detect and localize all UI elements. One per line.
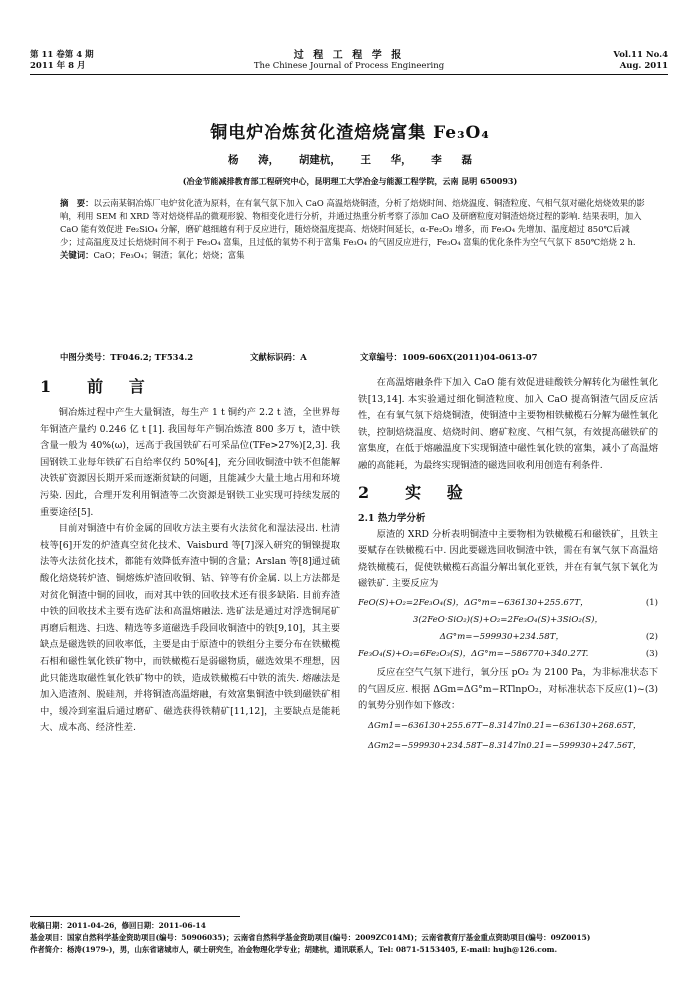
equation-4: ΔGm1=−636130+255.67T−8.3147ln0.21=−636130+268.65T， (368, 719, 642, 730)
right-column (358, 375, 658, 755)
abstract-label: 摘 要： (60, 198, 94, 208)
equation-3-number: (3) (645, 648, 658, 659)
keywords-label: 关键词： (60, 250, 94, 260)
thermo-paragraph-2: 反应在空气气氛下进行，氧分压 pO₂ 为 2100 Pa，为非标准状态下的气固反应. 根据 ΔGm=ΔG°m−RTlnpO₂，对标准状态下反应(1)~(3)的氧势分别作如下修改： (358, 666, 658, 712)
header-volume-en: Vol.11 No.4 (613, 50, 668, 60)
equation-2 (358, 630, 658, 644)
equation-2-line-1: 3(2FeO·SiO₂)(S)+O₂=2Fe₃O₄(S)+3SiO₂(S)， (412, 614, 604, 625)
equation-2-number: (2) (645, 631, 658, 642)
journal-name-cn: 过 程 工 程 学 报 (293, 50, 405, 61)
section-heading-intro: 1 前 言 (40, 377, 155, 396)
clc-number: 中图分类号：TF046.2; TF534.2 (60, 352, 194, 362)
equation-3 (358, 647, 658, 661)
header-volume-cn: 第 11 卷第 4 期 (30, 50, 94, 60)
thermo-paragraph-1: 原渣的 XRD 分析表明铜渣中主要物相为铁橄榄石和磁铁矿，且铁主要赋存在铁橄榄石中. 因此要磁选回收铜渣中铁，需在有氧气氛下高温焙烧铁橄榄石，促使铁橄榄石高温分解出氧化亚铁，并在有氧气氛下氧化为磁铁矿. 主要反应为 (358, 528, 658, 590)
footnote (30, 920, 670, 956)
intro-paragraph-1: 铜冶炼过程中产生大量铜渣，每生产 1 t 铜约产 2.2 t 渣，全世界每年铜渣产量约 0.246 亿 t [1]. 我国每年产铜冶炼渣 800 多万 t，渣中铁含量一般为 40%(ω)，远高于我国铁矿石可采品位(TFe>27%)[2,3]. 我国钢铁工业每年铁矿石自给率仅约 50%[4]，充分回收铜渣中铁不但能解决铁矿资源因长期开采而逐渐贫缺的问题，且能减少大量土地占用和环境污染. 因此，合理开发利用铜渣等二次资源是钢铁工业实现可持续发展的重要途径[5]. (40, 407, 340, 518)
running-header (30, 50, 668, 104)
section-heading-experiment: 2 实 验 (358, 482, 473, 502)
document-code: 文献标识码：A (250, 352, 307, 362)
footnote-author: 作者简介：杨涛(1979-)，男，山东省诸城市人，硕士研究生，冶金物理化学专业；胡建杭，通讯联系人，Tel: 0871-5153405, E-mail: hujh@126.com. (30, 945, 558, 954)
affiliation: (冶金节能减排教育部工程研究中心，昆明理工大学冶金与能源工程学院，云南 昆明 650093) (182, 176, 518, 186)
intro-paragraph-2: 目前对铜渣中有价金属的回收方法主要有火法贫化和湿法浸出. 杜清枝等[6]开发的炉渣真空贫化技术、Vaisburd 等[7]深入研究的铜镍提取法等火法贫化技术，都能有效降低弃渣中铜的含量；Arslan 等[8]通过硫酸化焙烧转炉渣、铜熔炼炉渣回收铜、钴、锌等有价金属. 以上方法都是对贫化铜渣中铜的回收，而对其中铁的回收技术还有很多缺陷. 目前弃渣中铁的回收技术主要有选矿法和高温熔融法. 选矿法是通过对浮选铜尾矿再磨后粗选、扫选、精选等多道磁选手段回收铜渣中的铁[9,10]，其主要缺点是磁选铁的回收率低，主要是由于原渣中的铁组分主要分布在铁橄榄石相和磁性氧化铁矿物中，而铁橄榄石是弱磁物质，磁选效果不理想，因此只能选取磁性氧化铁矿物中的铁，造成铁橄榄石中铁的流失. 熔融法是加入造渣剂、脱硅剂，并将铜渣高温熔融，有效富集铜渣中铁到磁铁矿相中，缓冷到室温后通过磨矿、磁选获得铁精矿[11,12]，主要缺点是能耗大、成本高、经济性差. (40, 523, 340, 734)
journal-name-en: The Chinese Journal of Process Engineering (253, 61, 445, 71)
equation-2-body: ΔG°m=−599930+234.58T， (439, 631, 565, 642)
footnote-rule (30, 916, 240, 917)
header-rule (30, 74, 668, 75)
header-date-en: Aug. 2011 (619, 61, 668, 71)
abstract-text: 以云南某铜冶炼厂电炉贫化渣为原料，在有氧气氛下加入 CaO 高温焙烧铜渣，分析了焙烧时间、焙烧温度、铜渣粒度、气相气氛对磁化焙烧效果的影响，利用 SEM 和 XRD 等对焙烧样品的微观形貌、物相变化进行分析，并通过热重分析考察了添加 CaO 及研磨粒度对铜渣焙烧过程的影响. 结果表明，加入 CaO 能有效促进 Fe₂SiO₄ 分解，磨矿越细越有利于反应进行，随焙烧温度提高、焙烧时间延长，α-Fe₂O₃ 增多，而 Fe₃O₄ 先增加、温度超过 850℃后减少；过高温度及过长焙烧时间不利于 Fe₃O₄ 富集，且过低的氧势不利于富集 Fe₃O₄ 的气固反应进行，Fe₃O₄ 富集的优化条件为空气气氛下 850℃焙烧 2 h. (60, 198, 645, 247)
equation-3-body: Fe₃O₄(S)+O₂=6Fe₂O₃(S)，ΔG°m=−586770+340.27T. (358, 648, 589, 659)
footnote-received: 收稿日期：2011-04-26，修回日期：2011-06-14 (30, 921, 206, 930)
equation-1-number: (1) (645, 597, 658, 608)
header-right (613, 50, 668, 72)
keywords: CaO；Fe₃O₄；铜渣；氧化；焙烧；富集 (93, 250, 245, 260)
footnote-funding: 基金项目：国家自然科学基金资助项目(编号：50906035)；云南省自然科学基金资助项目(编号：2009ZC014M)；云南省教育厅基金重点资助项目(编号：09Z0015) (30, 933, 591, 942)
equation-5: ΔGm2=−599930+234.58T−8.3147ln0.21=−599930+247.56T， (368, 739, 642, 750)
header-date-cn: 2011 年 8 月 (30, 61, 86, 71)
article-number: 文章编号：1009-606X(2011)04-0613-07 (360, 352, 538, 362)
paper-title: 铜电炉冶炼贫化渣焙烧富集 Fe₃O₄ (210, 123, 490, 143)
left-column (40, 375, 340, 737)
equation-1 (358, 596, 658, 610)
header-center (30, 50, 668, 72)
intro-paragraph-3: 在高温熔融条件下加入 CaO 能有效促进硅酸铁分解转化为磁性氧化铁[13,14]. 本实验通过细化铜渣粒度、加入 CaO 提高铜渣气固反应活性，在有氧气氛下焙烧铜渣，使铜渣中主要物相铁橄榄石分解为磁性氧化铁，控制焙烧温度、焙烧时间、磨矿粒度、气相气氛，有效提高磁铁矿的富集度，在低于熔融温度下实现铜渣中磁性氧化铁的富集，减小了高温熔融的高能耗，为最终实现铜渣的磁选回收利用创造有利条件. (358, 377, 658, 471)
abstract (60, 197, 646, 262)
equation-1-body: FeO(S)+O₂=2Fe₃O₄(S)，ΔG°m=−636130+255.67T， (358, 597, 589, 608)
subsection-heading-thermo: 2.1 热力学分析 (358, 512, 426, 524)
author-list: 杨 涛， 胡建杭， 王 华， 李 磊 (228, 154, 472, 166)
